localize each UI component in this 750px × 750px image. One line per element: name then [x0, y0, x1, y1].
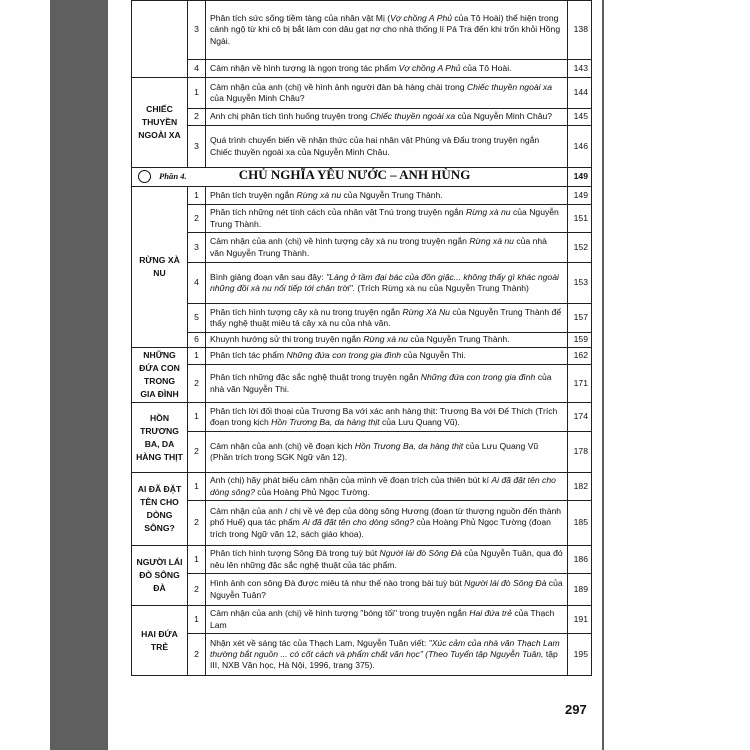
table-row	[132, 333, 592, 348]
item-title: Cảm nhận của anh (chị) về hình ảnh người đàn bà hàng chài trong Chiếc thuyền ngoài xa của Nguyễn Minh Châu?	[206, 78, 568, 109]
item-number: 1	[188, 473, 206, 501]
topic-nguoi-lai-do-song-da: NGƯỜI LÁI ĐÒ SÔNG ĐÀ	[132, 546, 188, 606]
item-title: Phân tích tác phẩm Những đứa con trong gia đình của Nguyễn Thi.	[206, 348, 568, 365]
table-row	[132, 1, 592, 60]
item-number: 1	[188, 403, 206, 432]
part-heading	[132, 168, 568, 187]
item-title: Cảm nhận của anh (chị) về đoạn kịch Hồn Trương Ba, da hàng thịt của Lưu Quang Vũ (Phần trích trong SGK Ngữ văn 12).	[206, 432, 568, 473]
item-number: 2	[188, 365, 206, 403]
item-number: 1	[188, 546, 206, 574]
table-row	[132, 501, 592, 546]
item-number: 2	[188, 109, 206, 126]
item-title: Phân tích hình tượng cây xà nu trong truyện ngắn Rừng Xà Nu của Nguyễn Trung Thành để thấy nghệ thuật miêu tả cây xà nu của nhà văn.	[206, 304, 568, 333]
topic-hon-truong-ba: HỒN TRƯƠNG BA, DA HÀNG THỊT	[132, 403, 188, 473]
topic-rung-xa-nu: RỪNG XÀ NU	[132, 187, 188, 348]
topic-chiec-thuyen-ngoai-xa: CHIẾC THUYỀN NGOÀI XA	[132, 78, 188, 168]
table-row	[132, 365, 592, 403]
item-number: 1	[188, 606, 206, 634]
table-row	[132, 403, 592, 432]
table-row	[132, 78, 592, 109]
item-title: Phân tích lời đối thoại của Trương Ba với xác anh hàng thịt: Trương Ba với Đế Thích (Trích đoạn trong kịch Hồn Trương Ba, da hàng thịt của Lưu Quang Vũ).	[206, 403, 568, 432]
item-title: Phân tích những đặc sắc nghệ thuật trong truyện ngắn Những đứa con trong gia đình của nhà văn Nguyễn Thi.	[206, 365, 568, 403]
item-page: 146	[568, 126, 592, 168]
table-row	[132, 233, 592, 263]
item-title: Phân tích những nét tính cách của nhân vật Tnú trong truyện ngắn Rừng xà nu của Nguyễn Trung Thành.	[206, 205, 568, 233]
item-title: Phân tích hình tượng Sông Đà trong tuỳ bút Người lái đò Sông Đà của Nguyễn Tuân, qua đó nêu lên những đặc sắc nghệ thuật của tác phẩm.	[206, 546, 568, 574]
item-number: 3	[188, 233, 206, 263]
item-number: 3	[188, 126, 206, 168]
circle-bullet-icon	[138, 170, 151, 183]
item-number: 2	[188, 205, 206, 233]
item-number: 2	[188, 634, 206, 676]
topic-cell	[132, 1, 188, 78]
item-page: 153	[568, 263, 592, 304]
table-row	[132, 546, 592, 574]
item-page: 152	[568, 233, 592, 263]
table-row	[132, 263, 592, 304]
item-number: 2	[188, 432, 206, 473]
item-number: 1	[188, 78, 206, 109]
table-row	[132, 634, 592, 676]
part-heading-row	[132, 168, 592, 187]
table-row	[132, 574, 592, 606]
item-title: Khuynh hướng sử thi trong truyện ngắn Rừng xà nu của Nguyễn Trung Thành.	[206, 333, 568, 348]
item-page: 195	[568, 634, 592, 676]
part-page: 149	[568, 168, 592, 187]
item-number: 5	[188, 304, 206, 333]
item-page: 178	[568, 432, 592, 473]
item-page: 149	[568, 187, 592, 205]
item-title: Cảm nhận về hình tượng là ngọn trong tác phẩm Vợ chồng A Phủ của Tô Hoài.	[206, 60, 568, 78]
item-number: 3	[188, 1, 206, 60]
item-number: 1	[188, 348, 206, 365]
item-title: Hình ảnh con sông Đà được miêu tả như thế nào trong bài tuỳ bút Người lái đò Sông Đà của Nguyễn Tuân?	[206, 574, 568, 606]
topic-nhung-dua-con-trong-gia-dinh: NHỮNG ĐỨA CON TRONG GIA ĐÌNH	[132, 348, 188, 403]
part-label: Phần 4.	[159, 171, 187, 182]
table-row	[132, 205, 592, 233]
table-row	[132, 187, 592, 205]
item-page: 191	[568, 606, 592, 634]
topic-hai-dua-tre: HAI ĐỨA TRẺ	[132, 606, 188, 676]
table-row	[132, 606, 592, 634]
item-number: 2	[188, 501, 206, 546]
item-title: Bình giảng đoạn văn sau đây: "Làng ở tầm đại bác của đồn giặc... không thấy gì khác ngoài những đồi xà nu nối tiếp tới chân trời". (Trích Rừng xà nu của Nguyễn Trung Thành)	[206, 263, 568, 304]
table-row	[132, 60, 592, 78]
item-page: 138	[568, 1, 592, 60]
item-title: Cảm nhận của anh (chị) về hình tượng cây xà nu trong truyện ngắn Rừng xà nu của nhà văn Nguyễn Trung Thành.	[206, 233, 568, 263]
table-row	[132, 109, 592, 126]
topic-ai-da-dat-ten: AI ĐÃ ĐẶT TÊN CHO DÒNG SÔNG?	[132, 473, 188, 546]
part-title: CHỦ NGHĨA YÊU NƯỚC – ANH HÙNG	[238, 167, 471, 183]
item-page: 171	[568, 365, 592, 403]
table-row	[132, 432, 592, 473]
table-row	[132, 473, 592, 501]
item-title: Quá trình chuyển biến về nhận thức của hai nhân vật Phùng và Đẩu trong truyện ngắn Chiếc thuyền ngoài xa của Nguyễn Minh Châu.	[206, 126, 568, 168]
item-title: Cảm nhận của anh (chị) về hình tượng "bóng tối" trong truyện ngắn Hai đứa trẻ của Thạch Lam	[206, 606, 568, 634]
table-row	[132, 304, 592, 333]
item-page: 174	[568, 403, 592, 432]
item-number: 6	[188, 333, 206, 348]
item-number: 2	[188, 574, 206, 606]
item-title: Nhận xét về sáng tác của Thạch Lam, Nguyễn Tuân viết: "Xúc cảm của nhà văn Thạch Lam thường bắt nguồn ... có cốt cách và phẩm chất văn học" (Theo Tuyển tập Nguyễn Tuân, tập III, NXB Văn học, Hà Nội, 1996, trang 375).	[206, 634, 568, 676]
item-page: 151	[568, 205, 592, 233]
item-page: 144	[568, 78, 592, 109]
page-number: 297	[565, 702, 587, 717]
item-page: 145	[568, 109, 592, 126]
item-number: 4	[188, 263, 206, 304]
item-page: 189	[568, 574, 592, 606]
item-number: 1	[188, 187, 206, 205]
item-title: Anh (chị) hãy phát biểu cảm nhận của mình về đoạn trích của thiên bút kí Ai đã đặt tên cho dòng sông? của Hoàng Phủ Ngọc Tường.	[206, 473, 568, 501]
item-page: 162	[568, 348, 592, 365]
item-page: 159	[568, 333, 592, 348]
item-page: 157	[568, 304, 592, 333]
item-title: Cảm nhận của anh / chị về vẻ đẹp của dòng sông Hương (đoạn từ thượng nguồn đến thành phố Huế) qua tác phẩm Ai đã đặt tên cho dòng sông? của Hoàng Phủ Ngọc Tường (đoạn trích trong Ngữ văn 12, sách giáo khoa).	[206, 501, 568, 546]
table-of-contents	[131, 0, 592, 676]
item-page: 185	[568, 501, 592, 546]
item-page: 143	[568, 60, 592, 78]
table-row	[132, 348, 592, 365]
table-row	[132, 126, 592, 168]
item-number: 4	[188, 60, 206, 78]
item-page: 182	[568, 473, 592, 501]
item-title: Phân tích sức sống tiềm tàng của nhân vật Mị (Vợ chồng A Phủ của Tô Hoài) thể hiện trong cảnh ngộ từ khi cô bị bắt làm con dâu gạt nợ cho nhà thống lí Pá Tra đến khi trốn khỏi Hồng Ngài.	[206, 1, 568, 60]
item-title: Phân tích truyện ngắn Rừng xà nu của Nguyễn Trung Thành.	[206, 187, 568, 205]
item-page: 186	[568, 546, 592, 574]
item-title: Anh chị phân tích tình huống truyện trong Chiếc thuyền ngoài xa của Nguyễn Minh Châu?	[206, 109, 568, 126]
